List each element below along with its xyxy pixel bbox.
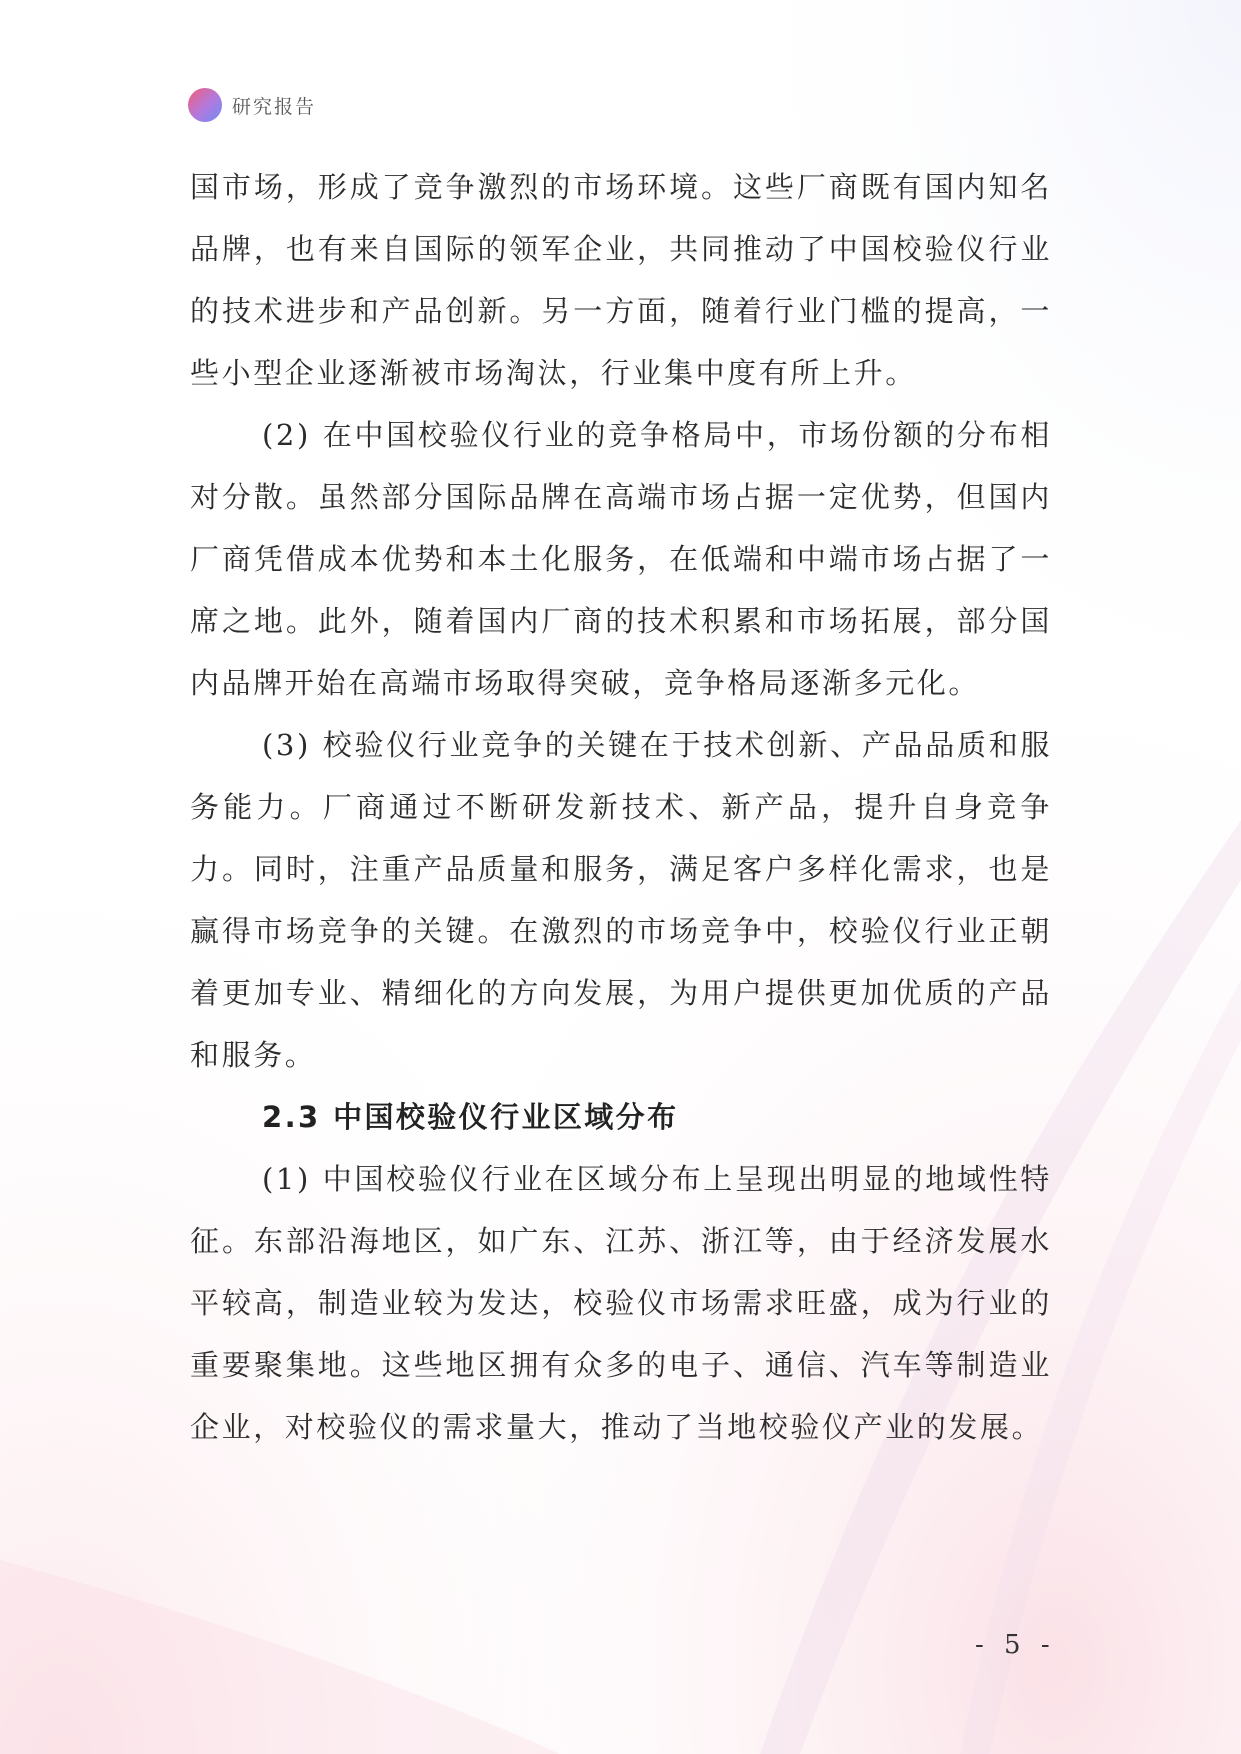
page-number: - 5 - <box>975 1630 1056 1660</box>
paragraph-1: 国市场，形成了竞争激烈的市场环境。这些厂商既有国内知名品牌，也有来自国际的领军企业，共同推动了中国校验仪行业的技术进步和产品创新。另一方面，随着行业门槛的提高，一些小型企业逐渐被市场淘汰，行业集中度有所上升。 <box>190 170 1052 390</box>
paragraph-2: (2) 在中国校验仪行业的竞争格局中，市场份额的分布相对分散。虽然部分国际品牌在高端市场占据一定优势，但国内厂商凭借成本优势和本土化服务，在低端和中端市场占据了一席之地。此外，随着国内厂商的技术积累和市场拓展，部分国内品牌开始在高端市场取得突破，竞争格局逐渐多元化。 <box>190 418 1052 700</box>
logo-icon <box>188 88 222 122</box>
report-header <box>188 88 316 122</box>
section-heading-2-3: 2.3 中国校验仪行业区域分布 <box>262 1100 679 1134</box>
header-title: 研究报告 <box>232 95 317 118</box>
paragraph-4: (1) 中国校验仪行业在区域分布上呈现出明显的地域性特征。东部沿海地区，如广东、江苏、浙江等，由于经济发展水平较高，制造业较为发达，校验仪市场需求旺盛，成为行业的重要聚集地。这些地区拥有众多的电子、通信、汽车等制造业企业，对校验仪的需求量大，推动了当地校验仪产业的发展。 <box>190 1162 1052 1444</box>
document-body <box>190 156 1052 1458</box>
paragraph-3: (3) 校验仪行业竞争的关键在于技术创新、产品品质和服务能力。厂商通过不断研发新技术、新产品，提升自身竞争力。同时，注重产品质量和服务，满足客户多样化需求，也是赢得市场竞争的关键。在激烈的市场竞争中，校验仪行业正朝着更加专业、精细化的方向发展，为用户提供更加优质的产品和服务。 <box>190 728 1052 1072</box>
